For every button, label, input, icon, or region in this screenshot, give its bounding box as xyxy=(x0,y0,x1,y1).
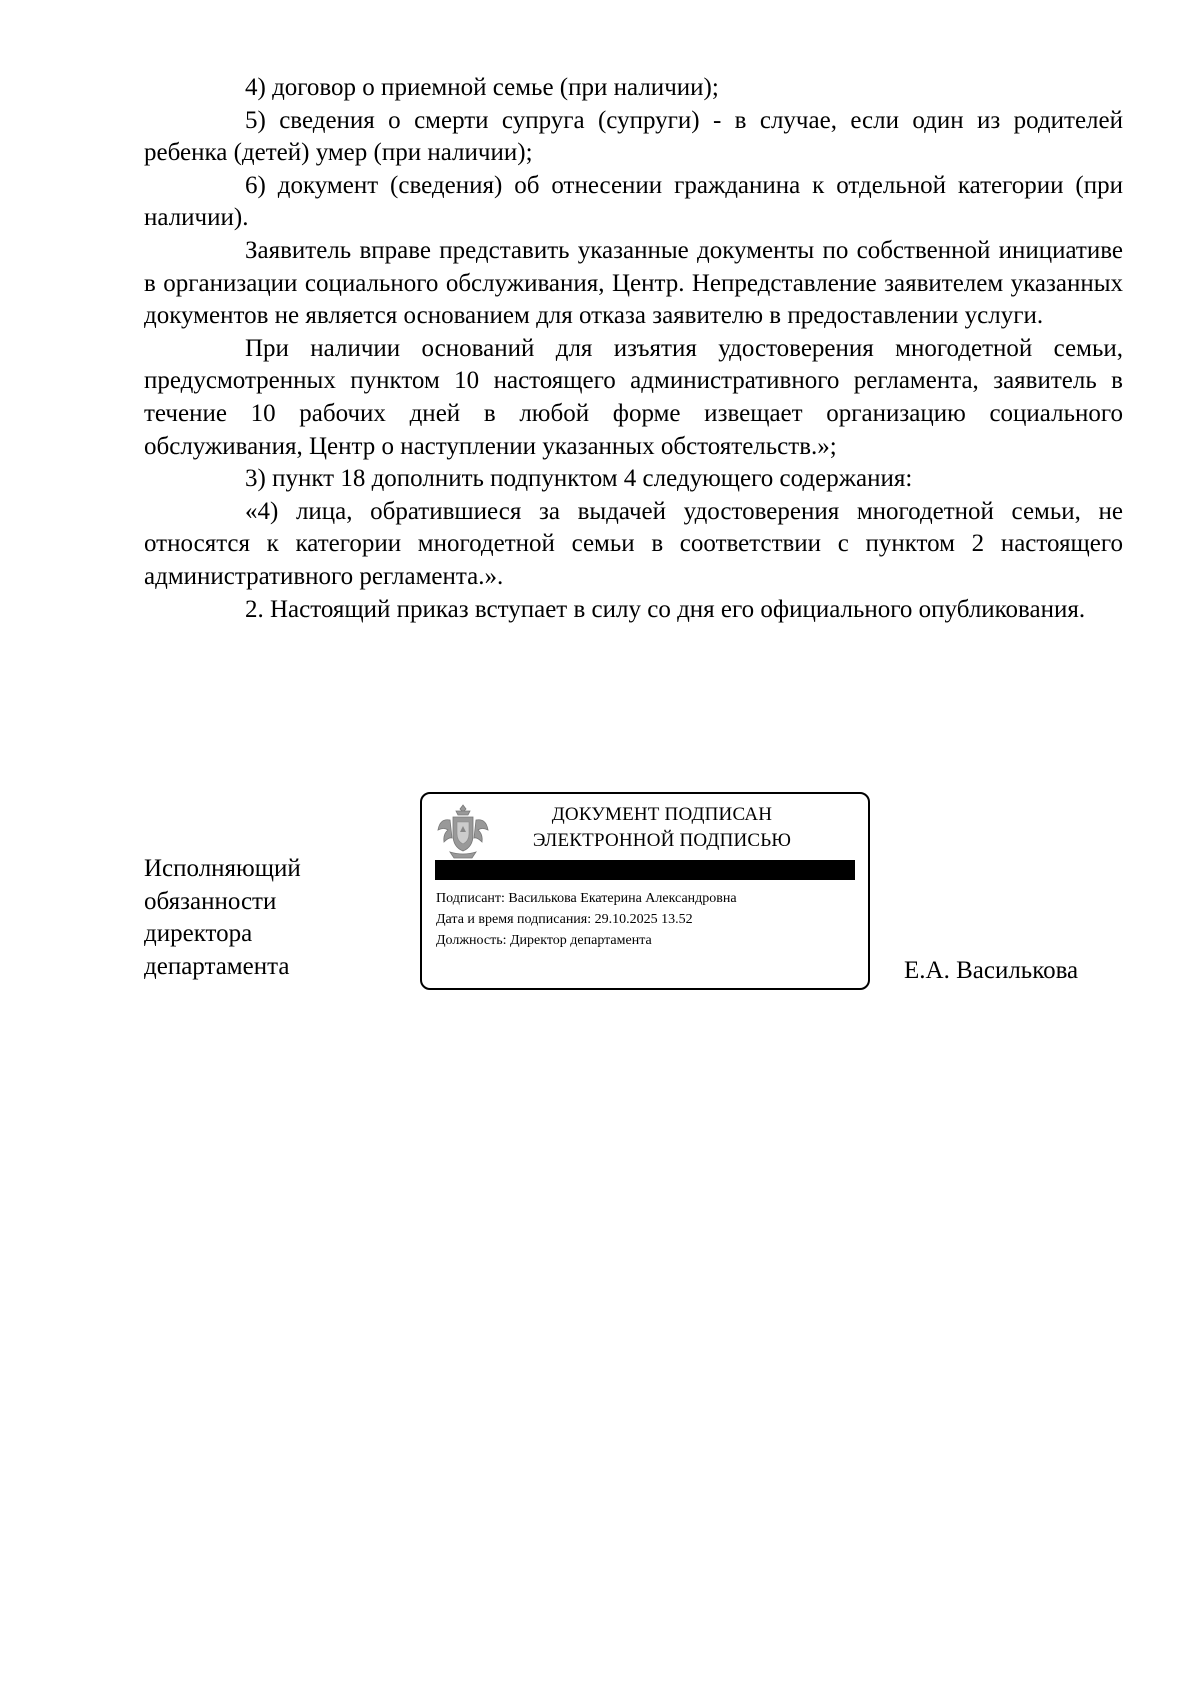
body-paragraph: При наличии оснований для изъятия удостоверения многодетной семьи, предусмотренных пунктом 10 настоящего административного регламента, заявитель в течение 10 рабочих дней в любой форме извещает организацию социального обслуживания, Центр о наступлении указанных обстоятельств.»; xyxy=(144,334,1123,460)
coat-of-arms-icon xyxy=(436,802,490,862)
body-paragraph: Заявитель вправе представить указанные документы по собственной инициативе в организации социального обслуживания, Центр. Непредставление заявителем указанных документов не является основанием для отказа заявителю в предоставлении услуги. xyxy=(144,236,1123,330)
stamp-header-line: ЭЛЕКТРОННОЙ ПОДПИСЬЮ xyxy=(532,830,792,851)
signer-name: Е.А. Василькова xyxy=(904,957,1079,984)
body-paragraph: 2. Настоящий приказ вступает в силу со дня его официального опубликования. xyxy=(245,595,1086,623)
body-paragraph: 5) сведения о смерти супруга (супруги) - в случае, если один из родителей ребенка (детей) умер (при наличии); xyxy=(144,106,1123,167)
body-paragraph: 3) пункт 18 дополнить подпунктом 4 следующего содержания: xyxy=(245,465,913,493)
signer-title-line: директора xyxy=(144,920,253,948)
stamp-details xyxy=(436,888,856,951)
document-body xyxy=(144,72,1123,626)
stamp-datetime: Дата и время подписания: 29.10.2025 13.52 xyxy=(436,912,693,927)
stamp-signer: Подписант: Василькова Екатерина Александровна xyxy=(436,891,737,906)
signer-title-line: Исполняющий xyxy=(144,855,301,882)
body-paragraph: 4) договор о приемной семье (при наличии); xyxy=(245,74,719,101)
certificate-redaction-bar xyxy=(435,860,855,880)
body-paragraph: 6) документ (сведения) об отнесении гражданина к отдельной категории (при наличии). xyxy=(144,171,1123,232)
signer-title xyxy=(144,853,301,983)
body-paragraph: «4) лица, обратившиеся за выдачей удостоверения многодетной семьи, не относятся к категории многодетной семьи в соответствии с пунктом 2 настоящего административного регламента.». xyxy=(144,497,1123,590)
signer-title-line: обязанности xyxy=(144,887,277,915)
electronic-signature-stamp xyxy=(420,792,870,990)
stamp-header xyxy=(522,802,802,854)
stamp-header-line: ДОКУМЕНТ ПОДПИСАН xyxy=(551,804,773,825)
signer-title-line: департамента xyxy=(144,952,290,980)
stamp-position: Должность: Директор департамента xyxy=(436,933,652,948)
